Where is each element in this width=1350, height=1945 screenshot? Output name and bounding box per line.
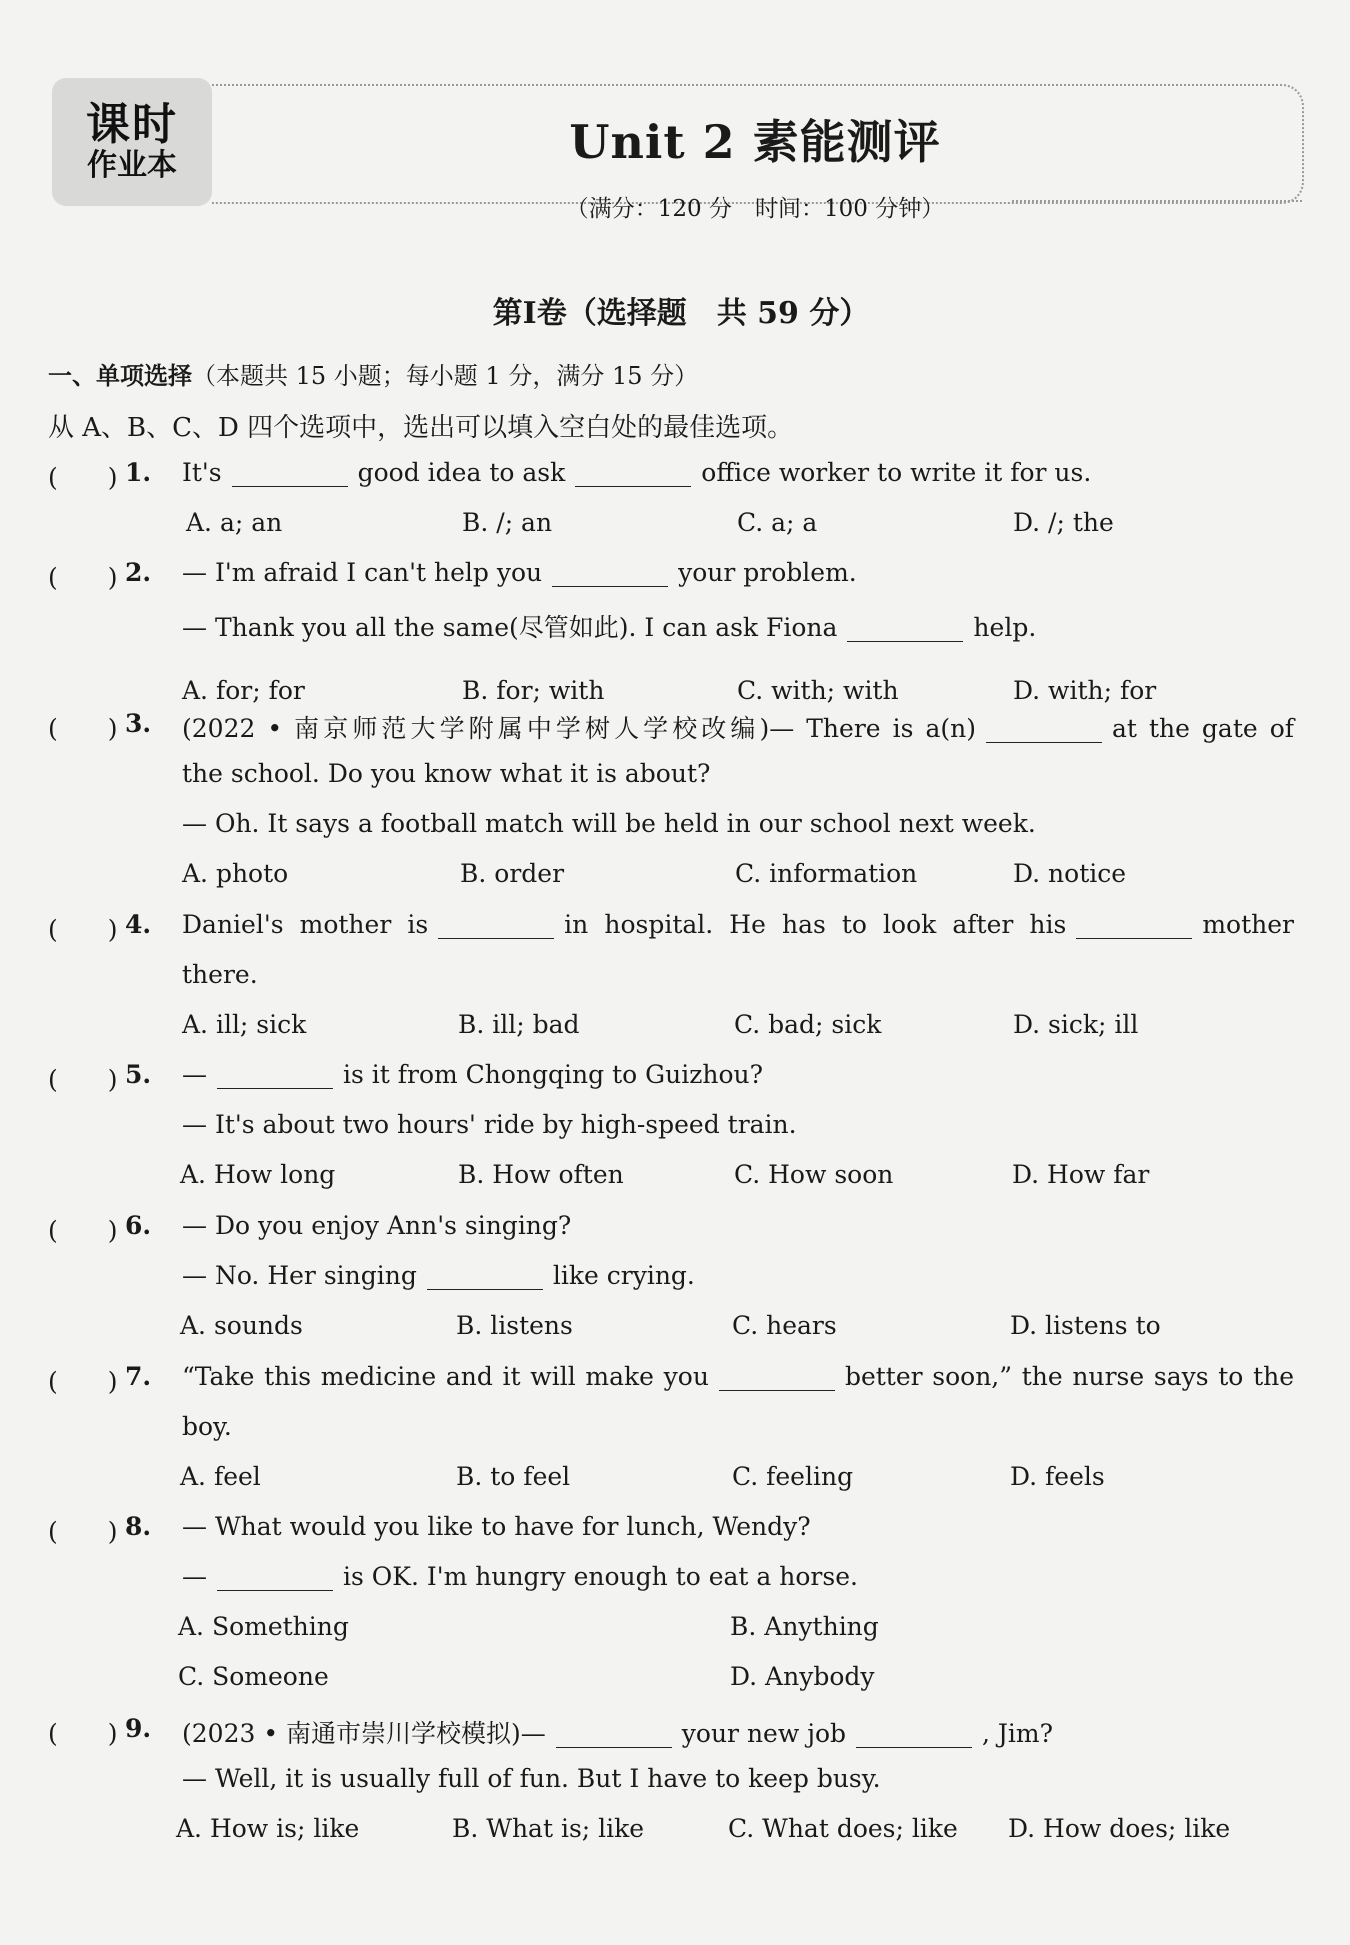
- answer-option[interactable]: B. listens: [456, 1311, 573, 1340]
- answer-option[interactable]: A. sounds: [180, 1311, 303, 1340]
- answer-blank[interactable]: [719, 1365, 835, 1391]
- question-text-line: [182, 1261, 695, 1290]
- question-text: there.: [182, 960, 258, 989]
- answer-option[interactable]: B. Anything: [730, 1612, 879, 1641]
- question-text: —: [182, 1060, 207, 1089]
- score-time-info: （满分：120 分 时间：100 分钟）: [565, 196, 945, 222]
- answer-option[interactable]: D. /; the: [1013, 508, 1114, 537]
- answer-option[interactable]: C. Someone: [178, 1662, 329, 1691]
- answer-option[interactable]: A. for; for: [182, 676, 305, 705]
- answer-option[interactable]: C. a; a: [737, 508, 818, 537]
- question-number: 3.: [125, 709, 152, 738]
- question-text: good idea to ask: [357, 458, 566, 487]
- question-text: — Well, it is usually full of fun. But I have to keep busy.: [182, 1764, 881, 1793]
- section-heading-rest: （本题共 15 小题；每小题 1 分，满分 15 分）: [192, 362, 699, 390]
- answer-blank[interactable]: [438, 913, 554, 939]
- section-heading-bold: 一、单项选择: [48, 362, 192, 390]
- answer-option[interactable]: D. feels: [1010, 1462, 1105, 1491]
- answer-bracket[interactable]: ( ): [48, 1216, 118, 1245]
- question-number: 9.: [125, 1714, 152, 1743]
- answer-option[interactable]: A. How long: [180, 1160, 336, 1189]
- question-text: your problem.: [678, 558, 857, 587]
- answer-option[interactable]: A. a; an: [186, 508, 283, 537]
- answer-bracket[interactable]: ( ): [48, 1719, 118, 1748]
- answer-option[interactable]: C. How soon: [734, 1160, 894, 1189]
- question-number: 8.: [125, 1512, 152, 1541]
- question-number: 7.: [125, 1362, 152, 1391]
- question-text: — Oh. It says a football match will be held in our school next week.: [182, 809, 1036, 838]
- answer-blank[interactable]: [217, 1063, 333, 1089]
- question-text: — No. Her singing: [182, 1261, 417, 1290]
- answer-option[interactable]: B. What is; like: [452, 1814, 645, 1843]
- question-text-line: [182, 608, 1036, 644]
- answer-bracket[interactable]: ( ): [48, 463, 118, 492]
- answer-option[interactable]: D. listens to: [1010, 1311, 1161, 1340]
- question-number: 5.: [125, 1060, 152, 1089]
- question-text-line: [182, 1714, 1053, 1750]
- answer-option[interactable]: C. hears: [732, 1311, 837, 1340]
- question-text: is it from Chongqing to Guizhou?: [343, 1060, 764, 1089]
- answer-option[interactable]: A. How is; like: [176, 1814, 360, 1843]
- section-heading: [48, 356, 698, 391]
- question-text-line: [182, 1110, 797, 1139]
- answer-option[interactable]: A. photo: [182, 859, 289, 888]
- answer-option[interactable]: D. sick; ill: [1013, 1010, 1139, 1039]
- answer-option[interactable]: C. with; with: [737, 676, 899, 705]
- question-number: 4.: [125, 910, 152, 939]
- answer-blank[interactable]: [986, 717, 1102, 743]
- question-text: —: [182, 1562, 207, 1591]
- question-text-line: [182, 910, 1294, 939]
- answer-option[interactable]: B. ill; bad: [458, 1010, 580, 1039]
- answer-blank[interactable]: [427, 1264, 543, 1290]
- answer-blank[interactable]: [847, 616, 963, 642]
- question-text: “Take this medicine and it will make you: [182, 1362, 709, 1391]
- question-text: — It's about two hours' ride by high-speed train.: [182, 1110, 797, 1139]
- question-text-line: [182, 759, 710, 788]
- question-text: office worker to write it for us.: [701, 458, 1092, 487]
- question-text: at the gate of: [1111, 714, 1294, 743]
- question-text: (2022 • 南京师范大学附属中学树人学校改编)— There is a(n): [182, 714, 976, 743]
- answer-option[interactable]: C. information: [735, 859, 918, 888]
- answer-blank[interactable]: [856, 1722, 972, 1748]
- answer-option[interactable]: B. to feel: [456, 1462, 571, 1491]
- answer-blank[interactable]: [1076, 913, 1192, 939]
- section-instruction: 从 A、B、C、D 四个选项中，选出可以填入空白处的最佳选项。: [48, 413, 794, 443]
- question-number: 6.: [125, 1211, 152, 1240]
- answer-bracket[interactable]: ( ): [48, 915, 118, 944]
- question-text-line: [182, 458, 1091, 487]
- answer-blank[interactable]: [575, 461, 691, 487]
- question-number: 1.: [125, 458, 152, 487]
- answer-bracket[interactable]: ( ): [48, 1065, 118, 1094]
- question-text-line: [182, 1412, 232, 1441]
- question-text-line: [182, 1211, 571, 1240]
- answer-option[interactable]: C. What does; like: [728, 1814, 958, 1843]
- question-text: better soon,” the nurse says to the: [844, 1362, 1295, 1391]
- question-text-line: [182, 1362, 1294, 1391]
- question-text-line: [182, 960, 258, 989]
- question-text: , Jim?: [982, 1719, 1054, 1748]
- answer-option[interactable]: D. Anybody: [730, 1662, 875, 1691]
- divider: [1012, 200, 1302, 202]
- question-text: (2023 • 南通市崇川学校模拟)—: [182, 1719, 546, 1748]
- question-text: — I'm afraid I can't help you: [182, 558, 543, 587]
- logo-line-1: 课时: [86, 99, 178, 151]
- answer-option[interactable]: D. with; for: [1013, 676, 1157, 705]
- answer-option[interactable]: B. How often: [458, 1160, 624, 1189]
- answer-blank[interactable]: [552, 561, 668, 587]
- answer-option[interactable]: A. Something: [178, 1612, 349, 1641]
- question-text-line: [182, 558, 857, 587]
- question-text: — What would you like to have for lunch, Wendy?: [182, 1512, 811, 1541]
- question-text: your new job: [681, 1719, 847, 1748]
- answer-option[interactable]: D. notice: [1013, 859, 1127, 888]
- answer-option[interactable]: D. How far: [1012, 1160, 1150, 1189]
- question-text-line: [182, 1764, 881, 1793]
- question-text: Daniel's mother is: [182, 910, 429, 939]
- question-text: boy.: [182, 1412, 232, 1441]
- question-text: help.: [973, 613, 1037, 642]
- question-text-line: [182, 1512, 811, 1541]
- answer-option[interactable]: A. ill; sick: [182, 1010, 307, 1039]
- answer-option[interactable]: C. feeling: [732, 1462, 854, 1491]
- answer-bracket[interactable]: ( ): [48, 1517, 118, 1546]
- question-text: mother: [1202, 910, 1294, 939]
- question-text-line: [182, 809, 1036, 838]
- answer-option[interactable]: B. for; with: [462, 676, 605, 705]
- question-text: in hospital. He has to look after his: [564, 910, 1067, 939]
- answer-blank[interactable]: [556, 1722, 672, 1748]
- logo-line-2: 作业本: [87, 147, 177, 183]
- answer-option[interactable]: B. /; an: [462, 508, 553, 537]
- answer-option[interactable]: A. feel: [180, 1462, 261, 1491]
- question-text: the school. Do you know what it is about?: [182, 759, 711, 788]
- page-title: Unit 2 素能测评: [569, 115, 941, 169]
- question-text: It's: [182, 458, 222, 487]
- question-text-line: [182, 1060, 763, 1089]
- question-text-line: [182, 1562, 858, 1591]
- question-text: is OK. I'm hungry enough to eat a horse.: [343, 1562, 858, 1591]
- answer-option[interactable]: C. bad; sick: [734, 1010, 882, 1039]
- answer-bracket[interactable]: ( ): [48, 1367, 118, 1396]
- part-heading: 第Ⅰ卷（选择题 共 59 分）: [492, 296, 870, 331]
- question-text: like crying.: [552, 1261, 695, 1290]
- answer-bracket[interactable]: ( ): [48, 714, 118, 743]
- answer-blank[interactable]: [232, 461, 348, 487]
- answer-blank[interactable]: [217, 1565, 333, 1591]
- question-text-line: [182, 709, 1294, 745]
- question-text: — Thank you all the same(尽管如此). I can ask Fiona: [182, 613, 838, 642]
- question-number: 2.: [125, 558, 152, 587]
- question-text: — Do you enjoy Ann's singing?: [182, 1211, 572, 1240]
- answer-option[interactable]: D. How does; like: [1008, 1814, 1231, 1843]
- answer-option[interactable]: B. order: [460, 859, 565, 888]
- answer-bracket[interactable]: ( ): [48, 563, 118, 592]
